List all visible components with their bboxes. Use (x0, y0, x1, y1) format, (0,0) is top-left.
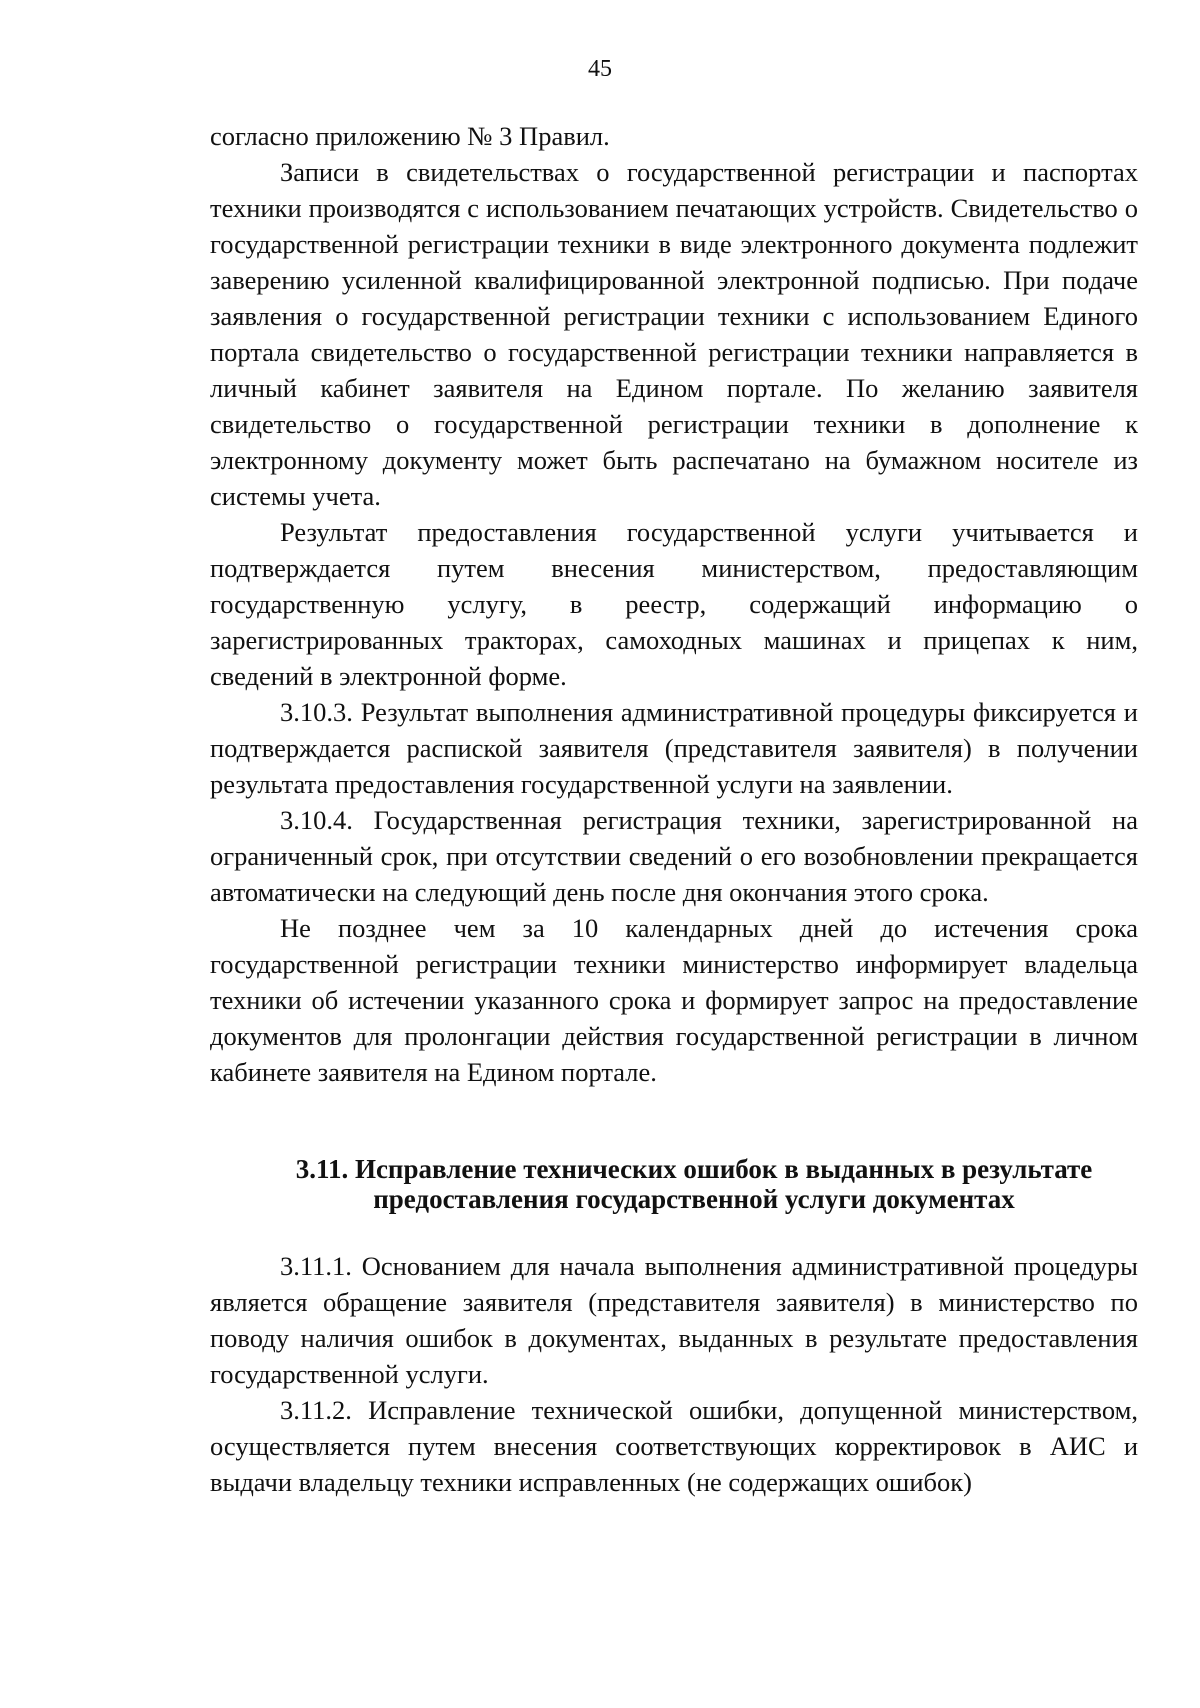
paragraph-3-11-1: 3.11.1. Основанием для начала выполнения административной процедуры является обращение заявителя (представителя заявителя) в министерство по поводу наличия ошибок в документах, выданных в результате предоставления государственной услуги. (210, 1251, 1138, 1389)
paragraph-3-10-3: 3.10.3. Результат выполнения административной процедуры фиксируется и подтверждается распиской заявителя (представителя заявителя) в получении результата предоставления государственной услуги на заявлении. (210, 697, 1138, 799)
paragraph-service-result: Результат предоставления государственной услуги учитывается и подтверждается путем внесения министерством, предоставляющим государственную услугу, в реестр, содержащий информацию о зарегистрированных тракторах, самоходных машинах и прицепах к ним, сведений в электронной форме. (210, 517, 1138, 691)
paragraph-expiry-notice: Не позднее чем за 10 календарных дней до истечения срока государственной регистрации техники министерство информирует владельца техники об истечении указанного срока и формирует запрос на предоставление документов для пролонгации действия государственной регистрации в личном кабинете заявителя на Едином портале. (210, 913, 1138, 1087)
document-body (210, 118, 1138, 1500)
paragraph-3-11-2: 3.11.2. Исправление технической ошибки, допущенной министерством, осуществляется путем внесения соответствующих корректировок в АИС и выдачи владельцу техники исправленных (не содержащих ошибок) (210, 1395, 1138, 1497)
section-heading-3-11 (210, 1154, 1138, 1214)
paragraph-3-10-4: 3.10.4. Государственная регистрация техники, зарегистрированной на ограниченный срок, при отсутствии сведений о его возобновлении прекращается автоматически на следующий день после дня окончания этого срока. (210, 805, 1138, 907)
section-heading-line-1: 3.11. Исправление технических ошибок в выданных в результате (295, 1154, 1093, 1184)
page-number: 45 (588, 56, 612, 82)
paragraph-certificate-records: Записи в свидетельствах о государственной регистрации и паспортах техники производятся с использованием печатающих устройств. Свидетельство о государственной регистрации техники в виде электронного документа подлежит заверению усиленной квалифицированной электронной подписью. При подаче заявления о государственной регистрации техники с использованием Единого портала свидетельство о государственной регистрации техники направляется в личный кабинет заявителя на Едином портале. По желанию заявителя свидетельство о государственной регистрации техники в дополнение к электронному документу может быть распечатано на бумажном носителе из системы учета. (210, 157, 1138, 511)
paragraph-continuation: согласно приложению № 3 Правил. (210, 121, 610, 151)
section-heading-line-2: предоставления государственной услуги документах (373, 1184, 1015, 1214)
